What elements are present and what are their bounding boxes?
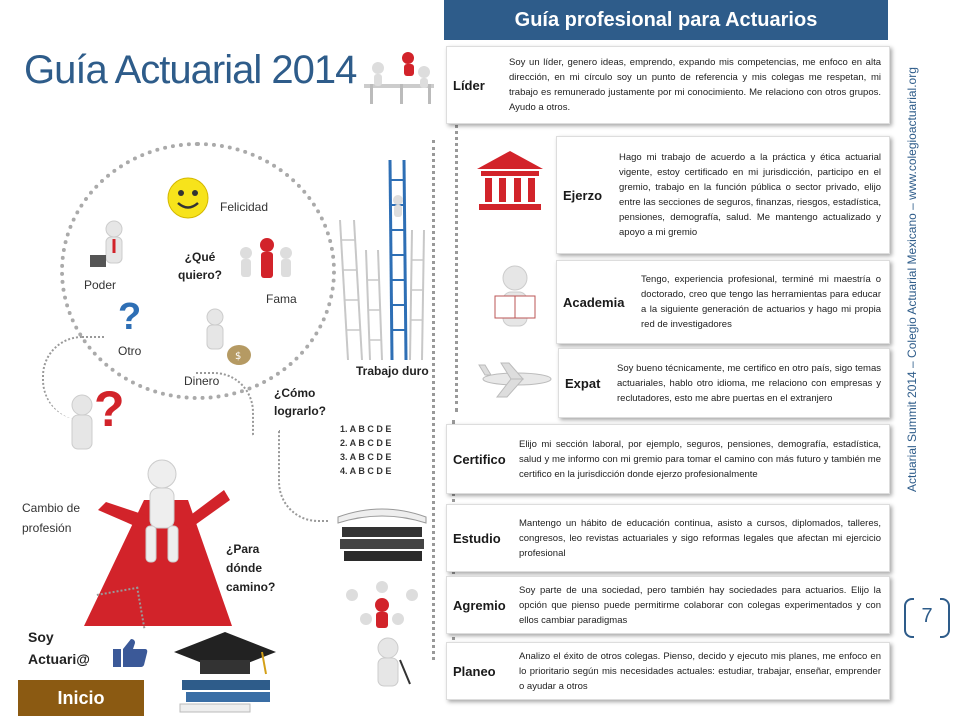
reading-figure-icon — [480, 262, 550, 342]
card-text: Mantengo un hábito de educación continua, asisto a cursos, diplomados, talleres, congresos, leo revistas actuariales y sigo reformas legales que afectan mi ejercicio profesional — [519, 517, 881, 559]
quiz-line: 4. A B C D E — [340, 466, 392, 476]
fama-label: Fama — [266, 292, 297, 306]
thumbs-up-icon — [110, 636, 150, 670]
fame-crowd-icon — [236, 236, 298, 288]
quiz-line: 2. A B C D E — [340, 438, 392, 448]
page-number — [904, 598, 950, 634]
card-text: Elijo mi sección laboral, por ejemplo, seguros, pensiones, demografía, estadística, salud y me informo con mi gremio para tomar el camino con más futuro y también me certifico en la jurisdicción donde ejerzo profesionalmente — [519, 438, 881, 480]
trabajo-duro-label: Trabajo duro — [356, 364, 429, 378]
question-mark-blue: ? — [118, 296, 142, 338]
svg-text:$: $ — [235, 351, 242, 362]
card-lider — [446, 46, 890, 124]
connector-top-right — [455, 112, 458, 412]
page-number-value: 7 — [921, 604, 933, 627]
card-text: Tengo, experiencia profesional, terminé mi maestría o doctorado, creo que tengo las herramientas para educar a la siguiente generación de actuarios y hago mi propia red de investigadores — [641, 274, 881, 330]
page-banner: Guía profesional para Actuarios — [444, 0, 888, 40]
card-text: Hago mi trabajo de acuerdo a la práctica y ética actuarial vigente, estoy certificado en mi jurisdicción, participo en el gremio, trabajo en la función pública o sector privado, elijo entre las secciones de seguros, finanzas, riesgos, estadística, pensiones, demografía, salud. Me mantengo actualizado y apoyo a mi gremio — [619, 152, 881, 238]
institution-building-icon — [470, 146, 550, 216]
businessman-icon — [88, 218, 132, 278]
books-icon — [334, 500, 430, 570]
card-label: Líder — [453, 77, 485, 93]
dinero-label: Dinero — [184, 374, 220, 388]
page-title: Guía Actuarial 2014 — [24, 48, 357, 92]
card-label: Academia — [563, 294, 625, 310]
arrow-to-quiz — [278, 430, 328, 522]
card-label: Agremio — [453, 597, 506, 613]
question-mark-red: ? — [94, 381, 125, 437]
como-lograrlo-label: ¿Cómo lograrlo? — [274, 386, 327, 418]
felicidad-label: Felicidad — [220, 200, 269, 214]
card-label: Ejerzo — [563, 187, 603, 203]
card-expat — [558, 348, 890, 418]
card-agremio — [446, 576, 890, 634]
card-text: Soy bueno técnicamente, me certifico en otro país, sigo temas actuariales, hablo otro idioma, me relaciono con empresas y reclutadores, esto me abre puertas en el extranjero — [617, 362, 881, 404]
que-quiero-label: ¿Qué quiero? — [178, 250, 222, 282]
card-label: Estudio — [453, 530, 501, 546]
card-academia — [556, 260, 890, 344]
card-estudio — [446, 504, 890, 572]
card-text: Analizo el éxito de otros colegas. Pienso, decido y ejecuto mis planes, me enfoco en lo prioritario según mis necesidades actuales: estudiar, trabajar, enseñar, emprender o ayudar a otros — [519, 650, 881, 692]
card-certifico — [446, 424, 890, 494]
card-label: Certifico — [453, 451, 506, 467]
vertical-footer-text: Actuarial Summit 2014 – Colegio Actuarial Mexicano – www.colegioactuarial.org — [905, 67, 919, 493]
hurdle-race-icon — [360, 48, 442, 112]
card-text: Soy parte de una sociedad, pero también hay sociedades para actuarios. Elijo la opción que pienso puede permitirme colaborar con colegas experimentados y con ellos cambiar paradigmas — [519, 584, 881, 626]
quiz-line: 1. A B C D E — [340, 424, 392, 434]
card-text: Soy un líder, genero ideas, emprendo, expando mis competencias, me enfoco en alta dirección, en mi círculo soy un punto de referencia y mis colegas me respetan, mi trabajo es remunerado justamente por mi conocimiento. Me relaciono con otros grupos. Ayudo a otros. — [509, 57, 881, 113]
left-bracket — [904, 598, 914, 638]
arrow-to-road — [97, 587, 146, 636]
right-bracket — [940, 598, 950, 638]
quiz-sheet — [340, 422, 436, 502]
soy-actuario-label: Soy Actuari@ — [28, 629, 90, 667]
planning-figure-icon — [356, 636, 420, 692]
money-figure-icon — [194, 306, 256, 368]
card-planeo — [446, 642, 890, 700]
para-donde-label: ¿Para dónde camino? — [226, 542, 276, 594]
quiz-line: 3. A B C D E — [340, 452, 392, 462]
graduation-cap-icon — [170, 628, 280, 714]
ladders-illustration — [334, 160, 438, 360]
airplane-icon — [476, 354, 556, 404]
cambio-profesion-label: Cambio de profesión — [22, 501, 81, 535]
poder-label: Poder — [84, 278, 117, 292]
inicio-button[interactable]: Inicio — [18, 680, 144, 716]
card-ejerzo — [556, 136, 890, 254]
otro-label: Otro — [118, 344, 142, 358]
team-circle-icon — [340, 574, 424, 636]
card-label: Planeo — [453, 663, 496, 679]
card-label: Expat — [565, 375, 601, 391]
smiley-icon — [166, 176, 210, 220]
